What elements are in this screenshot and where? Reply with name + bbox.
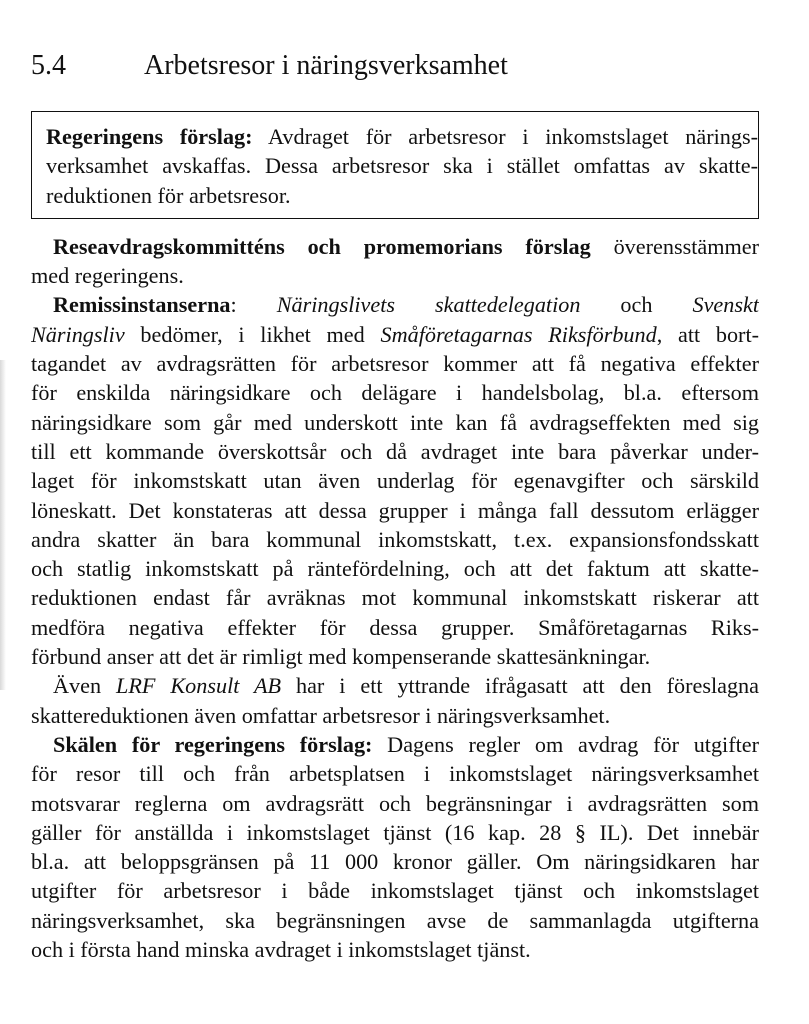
text-line: och statlig inkomstskatt på räntefördelning, och att det faktum att skatte-: [31, 556, 759, 582]
text-line: näringsverksamhet, ska begränsningen avse de sammanlagda utgifterna: [31, 907, 759, 933]
paragraph-lrf: [31, 671, 759, 730]
box-line: verksamhet avskaffas. Dessa arbetsresor ska i stället omfattas av skatte-: [46, 153, 758, 179]
text-line: laget för inkomstskatt utan även underlag för egenavgifter och särskild: [31, 468, 759, 494]
paragraph-committee: [31, 232, 759, 291]
box-line: reduktionen för arbetsresor.: [46, 182, 291, 208]
text-line: Reseavdragskommitténs och promemorians förslag överensstämmer: [53, 233, 759, 259]
box-line: Regeringens förslag: Avdraget för arbetsresor i inkomstslaget närings-: [46, 124, 758, 149]
text-line: medföra negativa effekter för dessa grupper. Småföretagarnas Riks-: [31, 614, 759, 640]
text-line: till ett kommande överskottsår och då avdraget inte bara påverkar under-: [31, 438, 759, 464]
text-line: tagandet av avdragsrätten för arbetsresor kommer att få negativa effekter: [31, 351, 759, 377]
text-line: reduktionen endast får avräknas mot kommunal inkomstskatt riskerar att: [31, 585, 759, 611]
document-page: [31, 48, 759, 964]
remiss-label: Remissinstanserna: [53, 292, 231, 318]
text-line: Näringsliv bedömer, i likhet med Småföretagarnas Riksförbund, att bort-: [31, 321, 759, 347]
text-line: Skälen för regeringens förslag: Dagens regler om avdrag för utgifter: [53, 731, 759, 757]
text-line: utgifter för arbetsresor i både inkomstslaget tjänst och inkomstslaget: [31, 878, 759, 904]
text-line: för enskilda näringsidkare och delägare i handelsbolag, bl.a. eftersom: [31, 380, 759, 406]
text-line: gäller för anställda i inkomstslaget tjänst (16 kap. 28 § IL). Det innebär: [31, 819, 759, 845]
text-line: Remissinstanserna: Näringslivets skattedelegation och Svenskt: [53, 292, 759, 318]
reasons-label: Skälen för regeringens förslag:: [53, 731, 373, 757]
text-line: Även LRF Konsult AB har i ett yttrande ifrågasatt att den föreslagna: [53, 673, 759, 699]
page-edge-shadow: [0, 360, 6, 690]
text-line: förbund anser att det är rimligt med kompenserande skattesänkningar.: [31, 644, 651, 670]
paragraph-reasons: [31, 730, 759, 964]
text-line: andra skatter än bara kommunal inkomstskatt, t.ex. expansionsfondsskatt: [31, 526, 759, 552]
text-line: motsvarar reglerna om avdragsrätt och begränsningar i avdragsrätten som: [31, 790, 759, 816]
text-line: och i första hand minska avdraget i inkomstslaget tjänst.: [31, 937, 531, 963]
text-line: bl.a. att beloppsgränsen på 11 000 kronor gäller. Om näringsidkaren har: [31, 849, 759, 875]
paragraph-remiss: [31, 290, 759, 671]
section-title: Arbetsresor i näringsverksamhet: [144, 50, 508, 81]
text-line: för resor till och från arbetsplatsen i inkomstslaget näringsverksamhet: [31, 761, 759, 787]
text-line: löneskatt. Det konstateras att dessa grupper i många fall dessutom erlägger: [31, 497, 759, 523]
section-heading: [31, 48, 759, 84]
text-line: med regeringens.: [31, 263, 184, 289]
box-label: Regeringens förslag:: [46, 124, 253, 149]
text-line: näringsidkare som går med underskott inte kan få avdragseffekten med sig: [31, 409, 759, 435]
text-line: skattereduktionen även omfattar arbetsresor i näringsverksamhet.: [31, 702, 611, 728]
committee-label: Reseavdragskommitténs och promemorians förslag: [53, 233, 591, 259]
section-number: 5.4: [31, 50, 66, 81]
proposal-box: [31, 111, 759, 219]
